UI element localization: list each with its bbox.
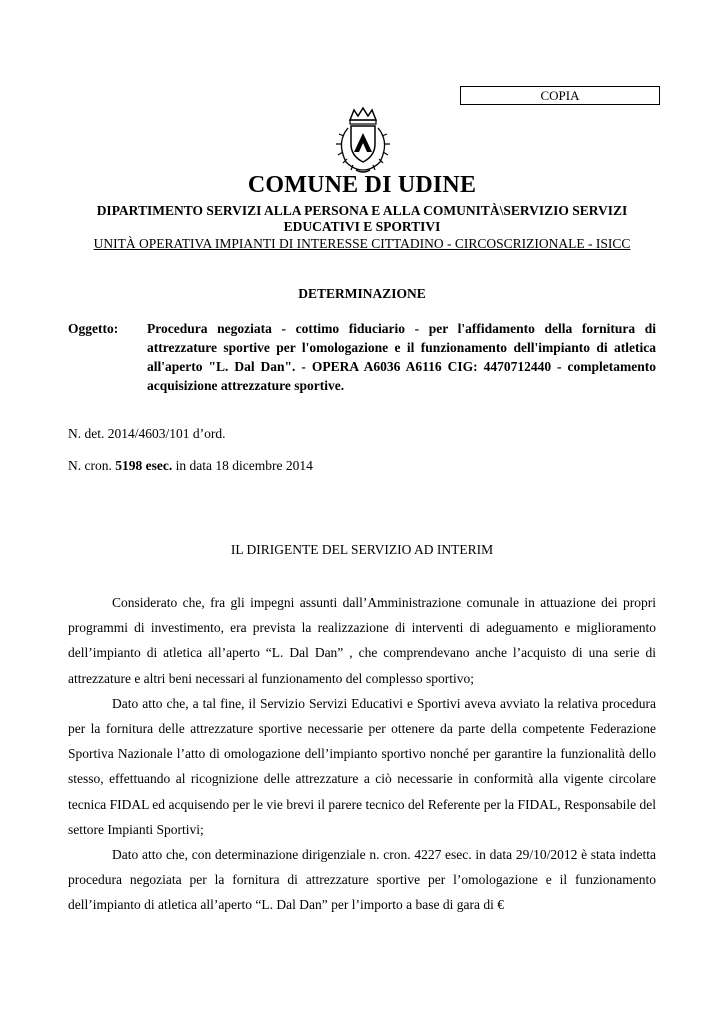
body-paragraph: Dato atto che, con determinazione dirigenziale n. cron. 4227 esec. in data 29/10/2012 è stata indetta procedura negoziata per la fornitura di attrezzature sportive per l’omologazione e il funzionamento dell’impianto di atletica all’aperto “L. Dal Dan” per l’importo a base di gara di €: [68, 847, 656, 913]
subject-label: Oggetto:: [68, 321, 119, 336]
determination-number: N. det. 2014/4603/101 d’ord.: [68, 426, 226, 441]
ncron-date: in data 18 dicembre 2014: [175, 458, 313, 473]
municipality-title: COMUNE DI UDINE: [247, 172, 477, 198]
signer-heading: IL DIRIGENTE DEL SERVIZIO AD INTERIM: [230, 542, 494, 557]
coat-of-arms-icon: [330, 106, 396, 176]
body-text: [68, 590, 656, 918]
ncron-prefix: N. cron.: [68, 458, 112, 473]
subject-text: Procedura negoziata - cottimo fiduciario - per l'affidamento della fornitura di attrezzature sportive per l'omologazione e il funzionamento dell'impianto di atletica all'aperto "L. Dal Dan". - OPERA A6036 A6116 CIG: 4470712440 - completamento acquisizione attrezzature sportive.: [147, 321, 656, 393]
copy-stamp: COPIA: [460, 86, 660, 105]
chronological-number: [68, 458, 313, 474]
department-heading: DIPARTIMENTO SERVIZI ALLA PERSONA E ALLA COMUNITÀ\SERVIZIO SERVIZI EDUCATIVI E SPORTIVI: [96, 203, 628, 234]
operative-unit-heading: UNITÀ OPERATIVA IMPIANTI DI INTERESSE CITTADINO - CIRCOSCRIZIONALE - ISICC: [93, 236, 631, 251]
document-type-label: DETERMINAZIONE: [298, 286, 426, 301]
body-paragraph: Considerato che, fra gli impegni assunti dall’Amministrazione comunale in attuazione dei propri programmi di investimento, era prevista la realizzazione di interventi di adeguamento e miglioramento dell’impianto di atletica all’aperto “L. Dal Dan” , che comprendevano anche l’acquisto di una serie di attrezzature e altri beni necessari al funzionamento del complesso sportivo;: [68, 595, 656, 686]
subject-block: [68, 319, 656, 395]
body-paragraph: Dato atto che, a tal fine, il Servizio Servizi Educativi e Sportivi aveva avviato la relativa procedura per la fornitura delle attrezzature sportive necessarie per ottenere da parte della competente Federazione Sportiva Nazionale l’atto di omologazione dell’impianto sportivo nonché per garantire la funzionalità dello stesso, effettuando al ricognizione delle attrezzature a ciò necessarie in conformità alla vigente circolare tecnica FIDAL ed acquisendo per le vie brevi il parere tecnico del Referente per la FIDAL, Responsabile del settore Impianti Sportivi;: [68, 695, 656, 837]
ncron-number: 5198 esec.: [115, 458, 173, 473]
